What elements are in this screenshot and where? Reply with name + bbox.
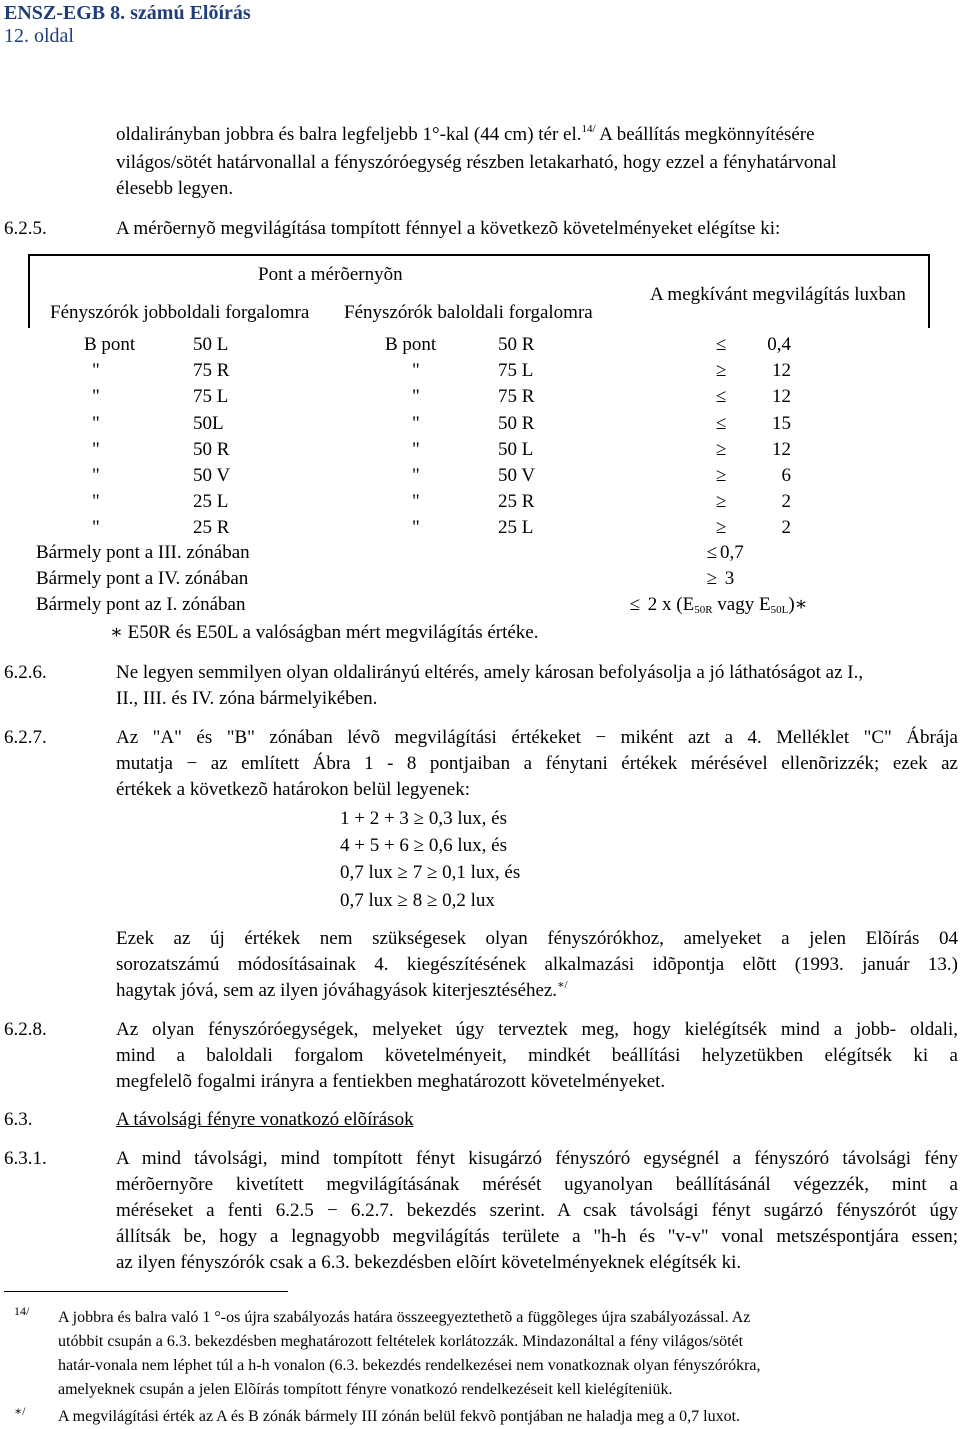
- cell-right-point: ": [92, 413, 100, 434]
- zone-row-i: Bármely pont az I. zónában ≤ 2 x ($E_{50R}$ vagy $E_{50L})∗$: [36, 594, 808, 616]
- cell-operator: ≤: [716, 413, 727, 434]
- table-row: [0, 384, 960, 410]
- cell-left-position: 50 L: [498, 439, 534, 460]
- cell-right-point: ": [92, 360, 100, 381]
- cell-right-position: 25 L: [193, 491, 229, 512]
- cell-value: 12: [772, 439, 791, 460]
- cell-left-point: ": [412, 517, 420, 538]
- cell-operator: ≥: [716, 491, 727, 512]
- table-head-right-traffic: Fényszórók jobboldali forgalomra: [50, 302, 310, 323]
- table-row: [0, 437, 960, 463]
- section-text-6-2-8: Az olyan fényszóróegységek, melyeket úgy terveztek meg, hogy kielégítsék mind a jobb- oldali, mind a baloldali forgalom követelményeit, mindkét beállítási helyzetükben elégítsék ki a megfelelõ fogalmi irányra a fentiekben meghatározott követelményeket.: [116, 1019, 958, 1092]
- cell-left-point: ": [412, 413, 420, 434]
- cell-value: 0,4: [767, 334, 791, 355]
- section-6-2-7-paragraph: Ezek az új értékek nem szükségesek olyan fényszórókhoz, amelyeket a jelen Elõírás 04 sorozatszámú módosításainak 4. kiegészítésének alkalmazási idõpontja elõtt (1993. január 13.) hagytak jóvá, sem az ilyen jóváhagyások kiterjesztéséhez.∗/: [116, 928, 958, 1001]
- section-number-6-2-6: 6.2.6.: [4, 662, 47, 683]
- cell-left-position: 25 R: [498, 491, 535, 512]
- table-row: [0, 332, 960, 358]
- cell-right-point: ": [92, 386, 100, 407]
- cell-right-position: 75 R: [193, 360, 230, 381]
- cell-left-point: ": [412, 360, 420, 381]
- cell-left-position: 75 L: [498, 360, 534, 381]
- cell-value: 15: [772, 413, 791, 434]
- cell-left-position: 50 R: [498, 413, 535, 434]
- cell-right-point: ": [92, 491, 100, 512]
- zone-row-iv: Bármely pont a IV. zónában ≥ 3: [36, 568, 735, 589]
- cell-left-point: ": [412, 465, 420, 486]
- formula-3: 0,7 lux ≥ 7 ≥ 0,1 lux, és: [340, 862, 521, 883]
- section-heading-6-3: A távolsági fényre vonatkozó elõírások: [116, 1109, 414, 1130]
- cell-operator: ≥: [716, 517, 727, 538]
- table-row: [0, 515, 960, 541]
- zone-row-iii: Bármely pont a III. zónában ≤ 0,7: [36, 542, 744, 563]
- cell-left-point: ": [412, 386, 420, 407]
- intro-line-1: oldalirányban jobbra és balra legfeljebb 1°-kal (44 cm) tér el.$^{14/}$ A beállítás megkönnyítésére: [116, 123, 815, 145]
- cell-left-point: B pont: [385, 334, 437, 355]
- table-head-left-traffic: Fényszórók baloldali forgalomra: [344, 302, 593, 323]
- section-number-6-2-8: 6.2.8.: [4, 1019, 47, 1040]
- section-text-6-2-5: A mérõernyõ megvilágítása tompított fénnyel a következõ követelményeket elégítse ki:: [116, 218, 781, 239]
- cell-left-point: ": [412, 491, 420, 512]
- cell-right-point: ": [92, 517, 100, 538]
- section-number-6-2-5: 6.2.5.: [4, 218, 47, 239]
- formula-1: 1 + 2 + 3 ≥ 0,3 lux, és: [340, 808, 507, 829]
- cell-operator: ≥: [716, 360, 727, 381]
- formula-2: 4 + 5 + 6 ≥ 0,6 lux, és: [340, 835, 507, 856]
- footnote-star: A megvilágítási érték az A és B zónák bármely III zónán belül fekvõ pontjában ne haladja meg a 0,7 luxot.: [58, 1408, 741, 1425]
- cell-right-position: 50L: [193, 413, 224, 434]
- cell-value: 2: [781, 491, 791, 512]
- table-head-requirement: A megkívánt megvilágítás luxban: [650, 284, 906, 305]
- cell-left-position: 50 V: [498, 465, 536, 486]
- cell-left-position: 50 R: [498, 334, 535, 355]
- section-number-6-2-7: 6.2.7.: [4, 727, 47, 748]
- cell-value: 12: [772, 360, 791, 381]
- cell-value: 2: [781, 517, 791, 538]
- footnote-marker-14: 14/: [14, 1304, 30, 1318]
- cell-operator: ≤: [716, 386, 727, 407]
- section-number-6-3-1: 6.3.1.: [4, 1148, 47, 1169]
- intro-line-2: világos/sötét határvonallal a fényszóróegység részben letakarható, hogy ezzel a fényhatárvonal: [116, 152, 837, 173]
- document-title: ENSZ-EGB 8. számú Elõírás: [4, 2, 251, 24]
- cell-value: 6: [781, 465, 791, 486]
- cell-right-position: 25 R: [193, 517, 230, 538]
- page-number: 12. oldal: [4, 25, 74, 47]
- footnote-ref-14: 14/: [581, 123, 596, 135]
- table-row: [0, 463, 960, 489]
- section-text-6-2-6: Ne legyen semmilyen olyan oldalirányú eltérés, amely károsan befolyásolja a jó láthatóságot az I., II., III. és IV. zóna bármelyikében.: [116, 662, 864, 709]
- cell-operator: ≤: [716, 334, 727, 355]
- table-head-group: Pont a mérõernyõn: [258, 264, 403, 285]
- table-row: [0, 411, 960, 437]
- footnote-separator: [4, 1291, 288, 1292]
- cell-right-position: 50 L: [193, 334, 229, 355]
- table-row: [0, 358, 960, 384]
- table-row: [0, 489, 960, 515]
- cell-operator: ≥: [716, 465, 727, 486]
- cell-operator: ≥: [716, 439, 727, 460]
- section-number-6-3: 6.3.: [4, 1109, 33, 1130]
- cell-right-point: B pont: [84, 334, 136, 355]
- table-note: ∗ E50R és E50L a valóságban mért megvilágítás értéke.: [110, 622, 539, 643]
- cell-right-point: ": [92, 439, 100, 460]
- section-text-6-3-1: A mind távolsági, mind tompított fényt kisugárzó fényszóró egységnél a fényszóró távolsági fény mérõernyõre kivetített megvilágításának mérését ugyanolyan beállításánál végezzék, mint a méréseket a fenti 6.2.5 − 6.2.7. bekezdés szerint. A csak távolsági fényt sugárzó fényszórót úgy állítsák be, hogy a legnagyobb megvilágítás területe a "h-h és "v-v" vonal metszéspontjára essen; az ilyen fényszórók csak a 6.3. bekezdésben elõírt követelményeknek elégítsék ki.: [116, 1148, 958, 1273]
- footnote-marker-star: ∗/: [14, 1404, 26, 1418]
- cell-left-point: ": [412, 439, 420, 460]
- cell-right-position: 75 L: [193, 386, 229, 407]
- cell-left-position: 25 L: [498, 517, 534, 538]
- footnote-14: A jobbra és balra való 1 °-os újra szabályozás határa összeegyeztethetõ a függõleges újra szabályozással. Az utóbbit csupán a 6.3. bekezdésben meghatározott feltételek korlátozzák. Mindazonáltal a fény világos/sötét határ-vonala nem léphet túl a h-h vonalon (6.3. bekezdés rendelkezései nem vonatkoznak olyan fényszórókra, amelyeknek csupán a jelen Elõírás tompított fényre vonatkozó rendelkezéseit kell kielégíteniük.: [58, 1309, 761, 1398]
- cell-value: 12: [772, 386, 791, 407]
- cell-left-position: 75 R: [498, 386, 535, 407]
- cell-right-position: 50 R: [193, 439, 230, 460]
- cell-right-position: 50 V: [193, 465, 231, 486]
- intro-line-3: élesebb legyen.: [116, 178, 234, 199]
- cell-right-point: ": [92, 465, 100, 486]
- section-text-6-2-7: Az "A" és "B" zónában lévõ megvilágítási értékeket − miként azt a 4. Melléklet "C" Ábrája mutatja − az említett Ábra 1 - 8 pontjaiban a fénytani értékek mérésével ellenõrizzék; ezek az értékek a következõ határokon belül legyenek:: [116, 727, 958, 800]
- formula-4: 0,7 lux ≥ 8 ≥ 0,2 lux: [340, 890, 495, 911]
- footnote-ref-star: ∗/: [557, 979, 568, 991]
